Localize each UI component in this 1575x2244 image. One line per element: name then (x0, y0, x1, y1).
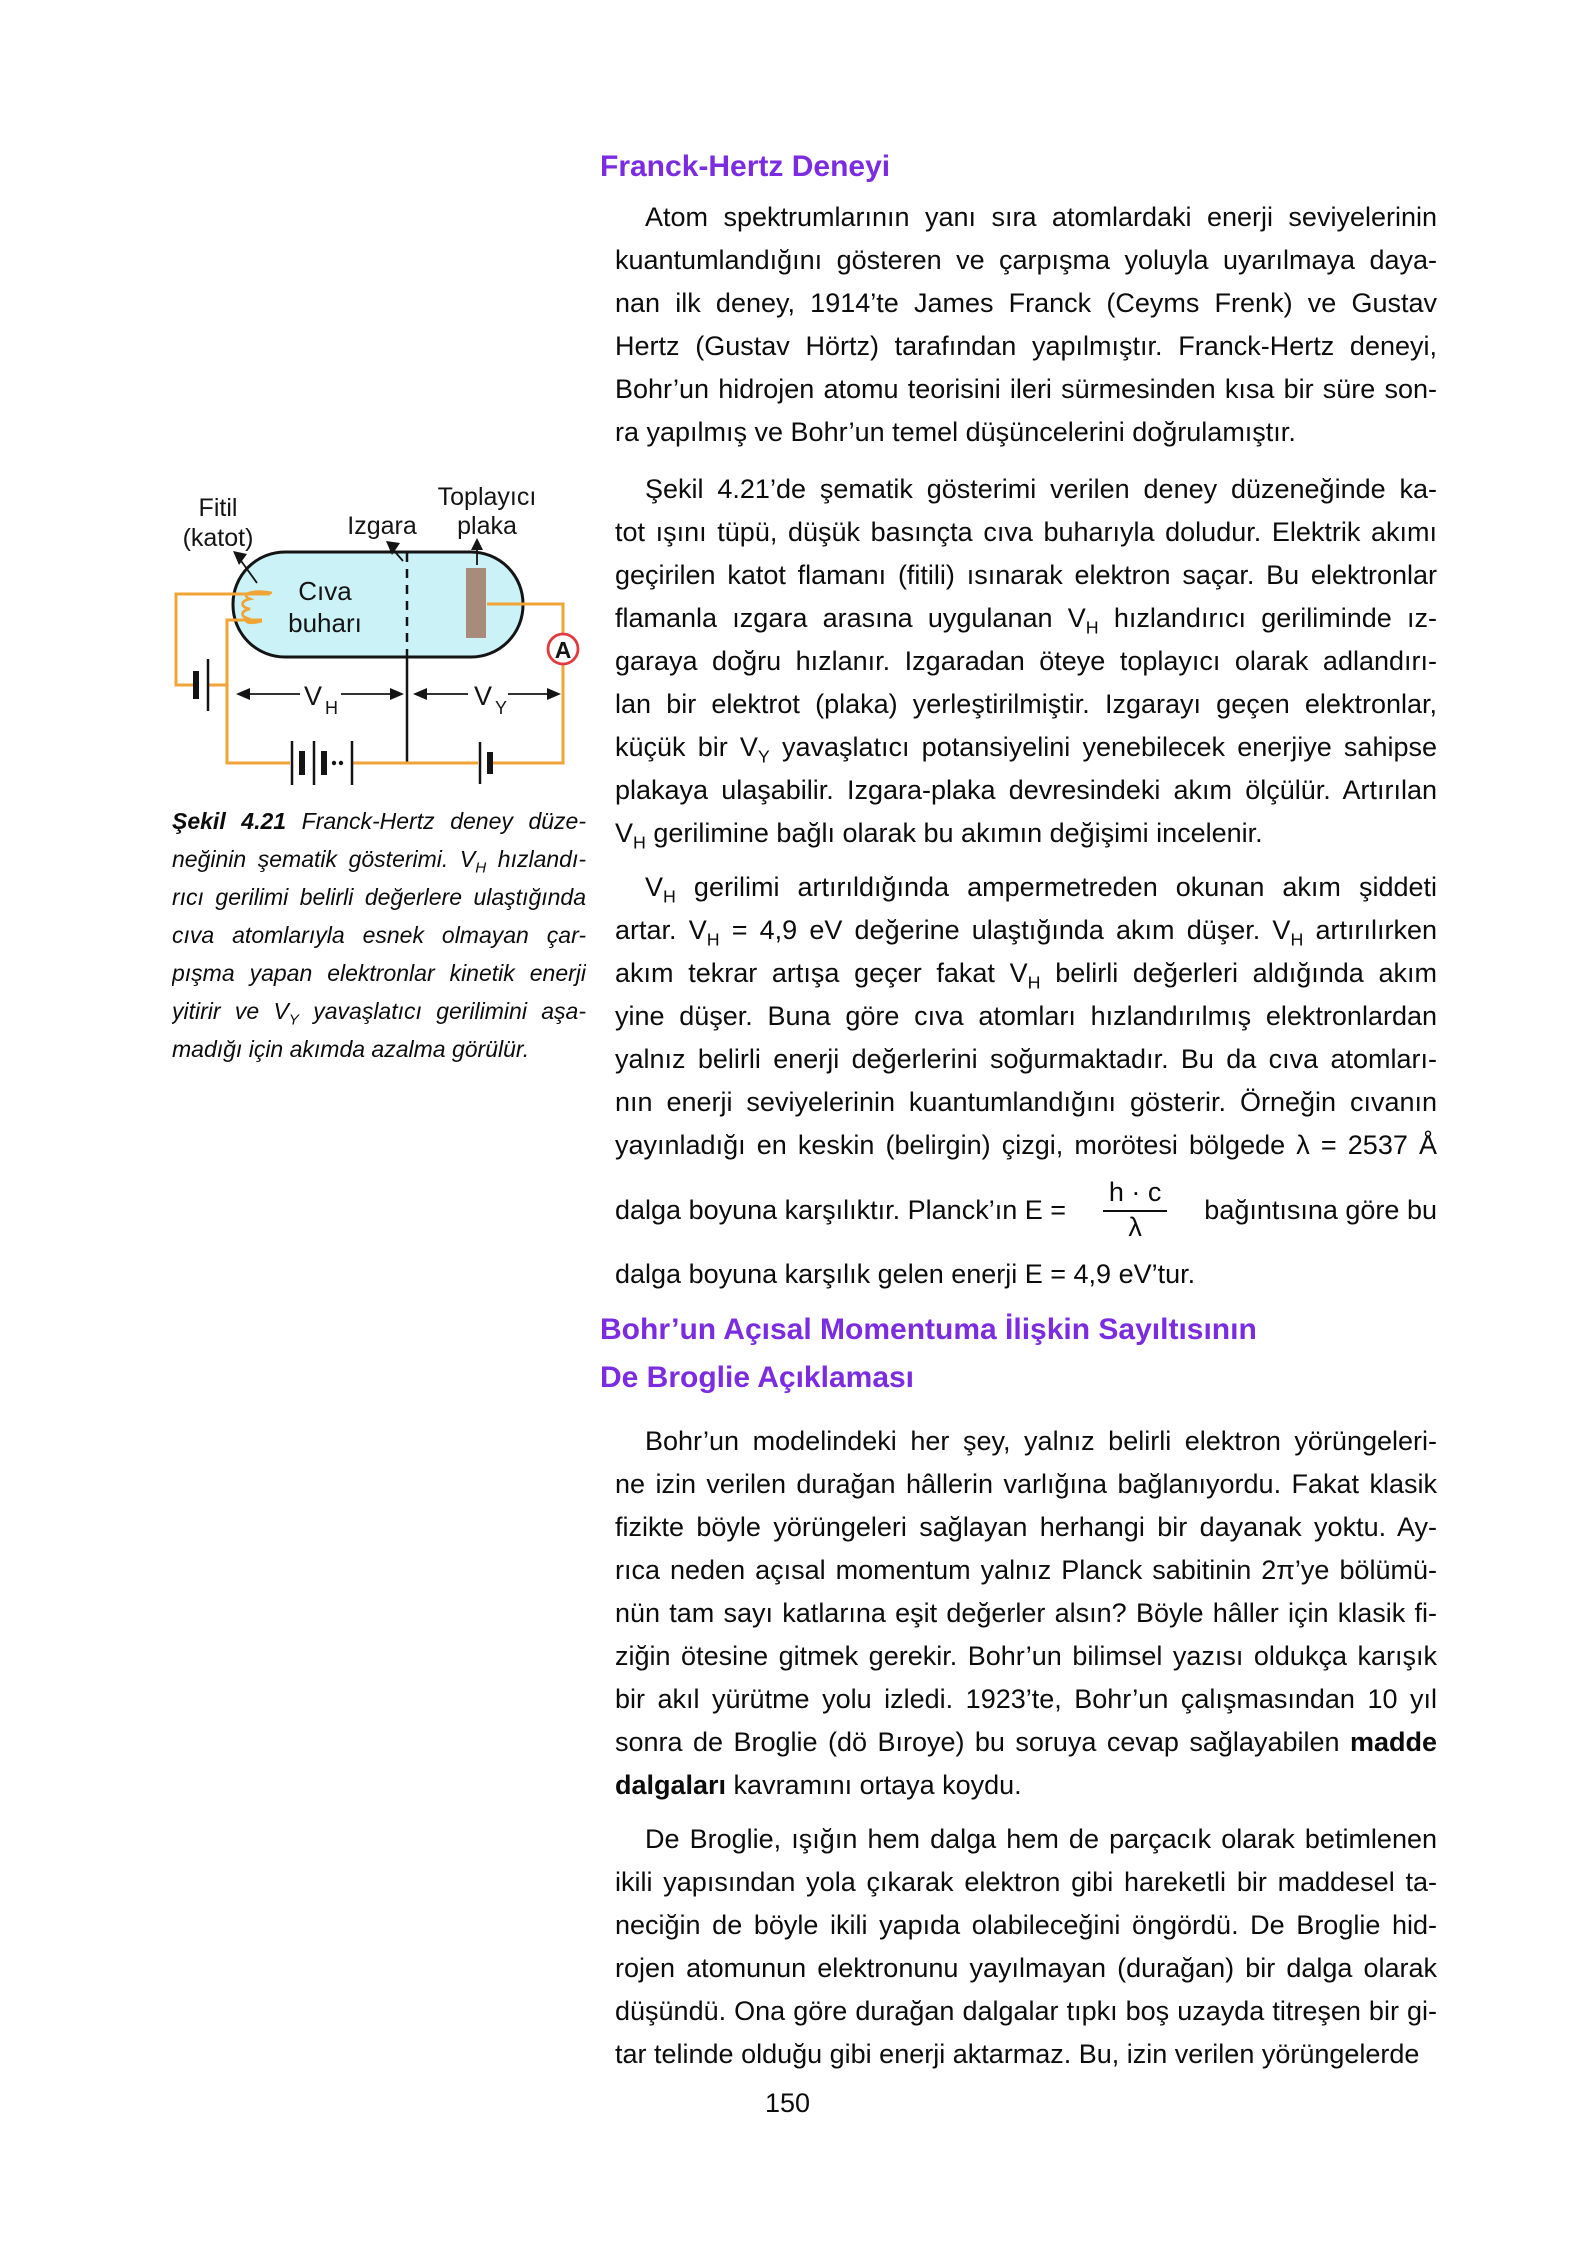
text-segment: gerilimi artırıldığında ampermetreden okunan akım şiddeti (675, 872, 1437, 902)
text-segment: yayınladığı en keskin (belirgin) çizgi, morötesi bölgede λ = 2537 Å (615, 1130, 1437, 1160)
paragraph-apparatus (615, 468, 1437, 855)
text-segment: ziğin ötesine gitmek gerekir. Bohr’un bilimsel yazısı oldukça karışık (615, 1641, 1437, 1671)
vy-label: V (474, 681, 493, 711)
text-segment: neğinin şematik gösterimi. (172, 846, 460, 872)
text-segment: cıva atomlarıyla esnek olmayan çar- (172, 922, 586, 948)
text-segment: rojen atomunun elektronunu yayılmayan (durağan) bir dalga olarak (615, 1953, 1437, 1983)
text-line (615, 1167, 1437, 1253)
text-segment: sonra de Broglie (dö Bıroye) bu soruya cevap sağlayabilen (615, 1727, 1350, 1757)
vh-label: V (304, 681, 323, 711)
text-line (615, 812, 1437, 855)
text-segment: küçük bir (615, 732, 740, 762)
text-segment: Hertz (Gustav Hörtz) tarafından yapılmıştır. Franck-Hertz deneyi, (615, 331, 1437, 361)
text-segment: ra yapılmış ve Bohr’un temel düşüncelerini doğrulamıştır. (615, 417, 1296, 447)
collector-label: Toplayıcı (437, 483, 537, 511)
text-segment: $V_Y$ (739, 732, 770, 767)
text-line (615, 995, 1437, 1038)
text-line (615, 1990, 1437, 2033)
text-segment: De Broglie, ışığın hem dalga hem de parçacık olarak betimlenen (645, 1824, 1437, 1854)
text-line (615, 683, 1437, 726)
vh-label-sub: H (325, 698, 338, 718)
filament-label: (katot) (182, 524, 254, 552)
heading-line-2: De Broglie Açıklaması (600, 1361, 915, 1394)
text-segment: pışma yapan elektronlar kinetik enerji (172, 960, 586, 986)
text-segment: Şekil 4.21 (172, 808, 287, 834)
text-segment: kuantumlandığını gösteren ve çarpışma yoluyla uyarılmaya daya- (615, 245, 1437, 275)
text-segment: $V_H$ (615, 818, 646, 853)
text-segment: $V_H$ (688, 915, 720, 950)
text-line (615, 239, 1437, 282)
text-line (615, 368, 1437, 411)
text-segment: $V_H$ (1272, 915, 1304, 950)
text-line (615, 1721, 1437, 1764)
text-line (615, 511, 1437, 554)
text-line (615, 325, 1437, 368)
text-segment: akım tekrar artışa geçer fakat (615, 958, 1010, 988)
text-line (615, 952, 1437, 995)
mercury-vapor-label: Cıva (298, 576, 352, 606)
text-line (615, 597, 1437, 640)
text-segment: nın enerji seviyelerinin kuantumlandığını gösterir. Örneğin cıvanın (615, 1087, 1437, 1117)
text-segment: fizikte böyle yörüngeleri sağlayan herhangi bir dayanak yoktu. Ay- (615, 1512, 1437, 1542)
vh-arrowhead-right-icon (390, 688, 404, 700)
text-line (615, 909, 1437, 952)
text-line (172, 916, 586, 954)
text-line (615, 1081, 1437, 1124)
text-line (172, 1030, 586, 1068)
page-number: 150 (764, 2088, 811, 2118)
text-line (615, 640, 1437, 683)
text-line (172, 992, 586, 1030)
text-line (615, 411, 1437, 454)
text-segment: garaya doğru hızlanır. Izgaradan öteye toplayıcı olarak adlandırı- (615, 646, 1437, 676)
battery-dots-icon (339, 761, 343, 765)
text-segment: yavaşlatıcı gerilimini aşa- (298, 998, 586, 1024)
text-line (615, 1463, 1437, 1506)
vy-label-sub: Y (495, 698, 508, 718)
text-segment: yavaşlatıcı potansiyelini yenebilecek enerjiye sahipse (769, 732, 1437, 762)
text-segment: $V_Y$ (273, 998, 299, 1029)
text-line (615, 1124, 1437, 1167)
text-segment: düşündü. Ona göre durağan dalgalar tıpkı boş uzayda titreşen bir gi- (615, 1996, 1437, 2026)
text-segment: Şekil 4.21’de şematik gösterimi verilen deney düzeneğinde ka- (645, 474, 1437, 504)
text-segment: kavramını ortaya koydu. (726, 1770, 1022, 1800)
text-segment: yitirir ve (172, 998, 274, 1024)
text-segment: neciğin de böyle ikili yapıda olabileceğini öngördü. De Broglie hid- (615, 1910, 1437, 1940)
text-segment: madde (1349, 1727, 1437, 1757)
text-line (615, 196, 1437, 239)
text-segment: $\frac{h \cdot c}{\lambda}$ (1103, 1178, 1168, 1241)
text-line (615, 282, 1437, 325)
text-segment: bir akıl yürütme yolu izledi. 1923’te, Bohr’un çalışmasından 10 yıl (615, 1684, 1437, 1714)
filament-label: Fitil (198, 494, 238, 522)
text-line (615, 769, 1437, 812)
text-segment: tot ışını tüpü, düşük basınçta cıva buharıyla doludur. Elektrik akımı (615, 517, 1437, 547)
text-segment: belirli değerleri aldığında akım (1040, 958, 1437, 988)
text-segment: dalga boyuna karşılık gelen enerji E = 4,9 eV’tur. (615, 1259, 1196, 1289)
text-line (172, 802, 586, 840)
text-line (172, 954, 586, 992)
vy-arrowhead-left-icon (413, 688, 427, 700)
text-segment: hızlandı- (486, 846, 586, 872)
text-line (615, 2033, 1437, 2076)
text-segment: $V_H$ (1009, 958, 1041, 993)
vy-arrowhead-right-icon (547, 688, 561, 700)
text-segment: $V_H$ (1067, 603, 1099, 638)
collector-plate (466, 568, 486, 638)
text-line (615, 1506, 1437, 1549)
text-line (615, 1253, 1437, 1296)
text-line (615, 468, 1437, 511)
paragraph-matter-waves (615, 1818, 1437, 2076)
text-segment: Bohr’un modelindeki her şey, yalnız belirli elektron yörüngeleri- (645, 1426, 1437, 1456)
text-line (615, 554, 1437, 597)
text-line (615, 1904, 1437, 1947)
text-line (615, 1947, 1437, 1990)
filament-pointer-head-icon (233, 551, 247, 565)
grid-label: Izgara (347, 512, 417, 540)
text-segment: artırılırken (1303, 915, 1437, 945)
text-segment: geçirilen katot flamanı (fitili) ısınarak elektron saçar. Bu elektronlar (615, 560, 1437, 590)
text-segment: flamanla ızgara arasına uygulanan (615, 603, 1068, 633)
text-segment: yine düşer. Buna göre cıva atomları hızlandırılmış elektronlardan (615, 1001, 1437, 1031)
text-segment: nün tam sayı katlarına eşit değerler alsın? Böyle hâller için klasik fi- (615, 1598, 1437, 1628)
text-line (615, 1420, 1437, 1463)
text-segment: bağıntısına göre bu (1204, 1194, 1437, 1225)
text-line (615, 1764, 1437, 1807)
text-segment: Franck-Hertz deney düze- (286, 808, 586, 834)
text-line (615, 1038, 1437, 1081)
ammeter-label: A (554, 637, 572, 663)
paragraph-intro (615, 196, 1437, 454)
heading-line-1: Bohr’un Açısal Momentuma İlişkin Sayıltısının (600, 1313, 1257, 1346)
text-line (615, 866, 1437, 909)
text-segment: ikili yapısından yola çıkarak elektron gibi hareketli bir maddesel ta- (615, 1867, 1437, 1897)
text-line (615, 1549, 1437, 1592)
vh-arrowhead-left-icon (236, 688, 250, 700)
text-segment: dalga boyuna karşılıktır. Planck’ın E = (615, 1194, 1066, 1225)
text-segment: dalgaları (615, 1770, 727, 1800)
paragraph-results (615, 866, 1437, 1296)
text-segment: $V_H$ (459, 846, 487, 877)
text-line (615, 1818, 1437, 1861)
text-line (615, 1592, 1437, 1635)
text-segment: madığı için akımda azalma görülür. (172, 1036, 530, 1062)
text-line (172, 840, 586, 878)
text-segment: artar. (615, 915, 689, 945)
text-line (615, 1635, 1437, 1678)
text-segment: lan bir elektrot (plaka) yerleştirilmiştir. Izgarayı geçen elektronlar, (615, 689, 1437, 719)
text-segment: plakaya ulaşabilir. Izgara-plaka devresindeki akım ölçülür. Artırılan (615, 775, 1437, 805)
text-segment: nan ilk deney, 1914’te James Franck (Ceyms Frenk) ve Gustav (615, 288, 1437, 318)
text-segment: rıca neden açısal momentum yalnız Planck sabitinin 2π’ye bölümü- (615, 1555, 1437, 1585)
text-line (172, 878, 586, 916)
figure-caption (172, 802, 586, 1068)
text-segment: $V_H$ (645, 872, 676, 907)
heading-franck-hertz: Franck-Hertz Deneyi (600, 150, 891, 183)
figure-4-21-schematic (110, 478, 605, 800)
collector-label: plaka (457, 512, 517, 540)
paragraph-bohr-model (615, 1420, 1437, 1807)
text-segment: hızlandırıcı geriliminde ız- (1098, 603, 1437, 633)
text-segment: tar telinde olduğu gibi enerji aktarmaz. Bu, izin verilen yörüngelerde (615, 2039, 1420, 2069)
heading-de-broglie (600, 1306, 1257, 1402)
mercury-vapor-label: buharı (288, 608, 362, 638)
text-line (615, 1861, 1437, 1904)
text-segment: Atom spektrumlarının yanı sıra atomlardaki enerji seviyelerinin (645, 202, 1437, 232)
text-segment: rıcı gerilimi belirli değerlere ulaştığında (172, 884, 586, 910)
franck-hertz-circuit (110, 478, 605, 800)
text-segment: Bohr’un hidrojen atomu teorisini ileri sürmesinden kısa bir süre son- (615, 374, 1437, 404)
text-segment: = 4,9 eV değerine ulaştığında akım düşer. (719, 915, 1273, 945)
text-segment: gerilimine bağlı olarak bu akımın değişimi incelenir. (645, 818, 1263, 848)
text-segment: yalnız belirli enerji değerlerini soğurmaktadır. Bu da cıva atomları- (615, 1044, 1437, 1074)
text-segment: ne izin verilen durağan hâllerin varlığına bağlanıyordu. Fakat klasik (615, 1469, 1437, 1499)
text-line (615, 726, 1437, 769)
text-line (615, 1678, 1437, 1721)
battery-dots-icon (332, 761, 336, 765)
